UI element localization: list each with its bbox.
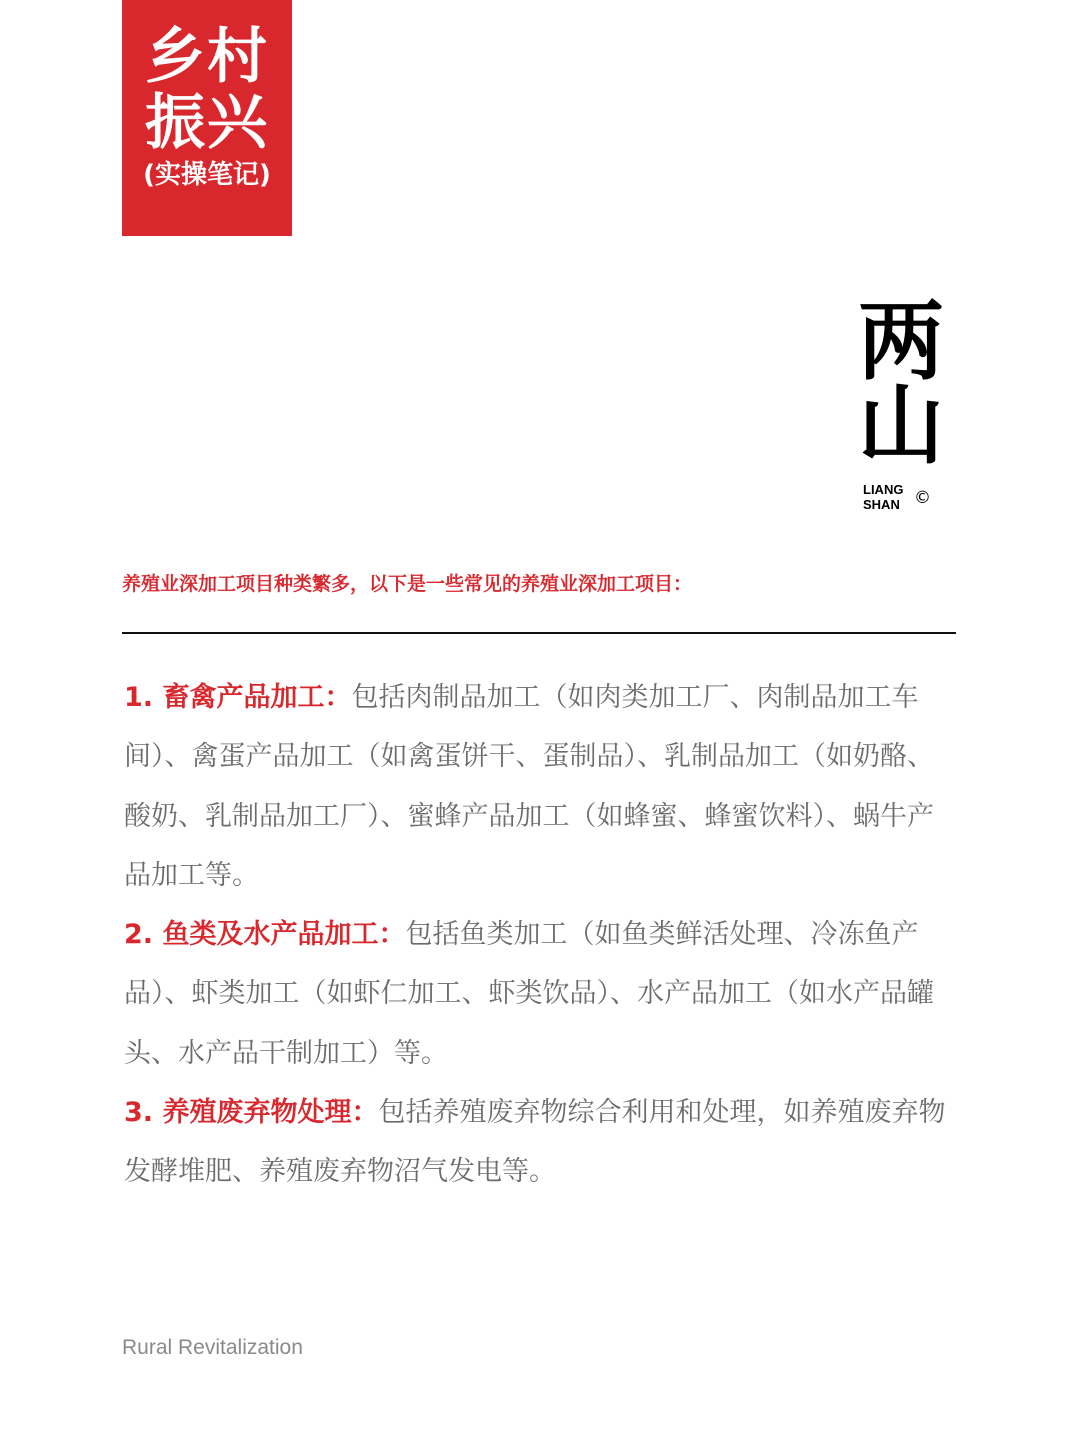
list-item	[124, 668, 954, 905]
divider	[122, 632, 956, 634]
list-item	[124, 905, 954, 1083]
item-title: 3. 养殖废弃物处理：	[124, 1097, 379, 1129]
copyright-icon: ©	[914, 488, 931, 508]
item-list	[124, 668, 954, 1202]
liangshan-logo	[858, 292, 953, 512]
logo-char-1: 两	[858, 292, 944, 392]
item-body: 包括鱼类加工（如鱼类鲜活处理、冷冻鱼产品）、虾类加工（如虾仁加工、虾类饮品）、水产品加工（如水产品罐头、水产品干制加工）等。	[124, 919, 934, 1069]
item-body: 包括肉制品加工（如肉类加工厂、肉制品加工车间）、禽蛋产品加工（如禽蛋饼干、蛋制品）、乳制品加工（如奶酪、酸奶、乳制品加工厂）、蜜蜂产品加工（如蜂蜜、蜂蜜饮料）、蜗牛产品加工等。	[124, 682, 934, 891]
badge-title-line-1: 乡村	[145, 22, 269, 92]
item-title: 1. 畜禽产品加工：	[124, 682, 352, 713]
logo-latin-line-2: SHAN	[863, 497, 900, 512]
badge-subtitle: (实操笔记)	[143, 160, 271, 190]
intro-text: 养殖业深加工项目种类繁多，以下是一些常见的养殖业深加工项目：	[122, 573, 693, 595]
logo-latin-line-1: LIANG	[863, 482, 904, 497]
logo-latin-text	[863, 482, 903, 512]
badge-title-line-2: 振兴	[145, 88, 269, 158]
item-body: 包括养殖废弃物综合利用和处理，如养殖废弃物发酵堆肥、养殖废弃物沼气发电等。	[124, 1097, 946, 1188]
footer-caption: Rural Revitalization	[122, 1336, 303, 1359]
item-title: 2. 鱼类及水产品加工：	[124, 919, 406, 951]
logo-char-2: 山	[858, 376, 944, 476]
list-item	[124, 1083, 954, 1202]
title-badge	[122, 0, 292, 236]
